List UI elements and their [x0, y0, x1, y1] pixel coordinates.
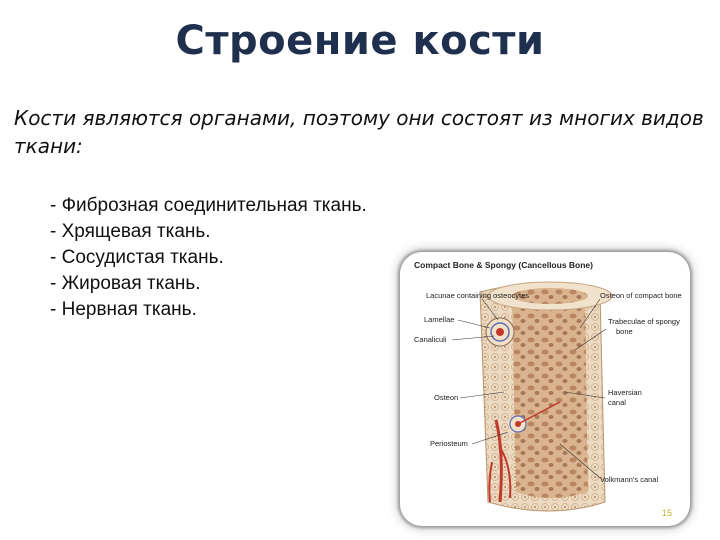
label-osteon-compact: Osteon of compact bone — [600, 291, 682, 300]
label-haversian: Haversian — [608, 388, 642, 397]
label-haversian-2: canal — [608, 398, 626, 407]
label-osteon: Osteon — [434, 393, 459, 402]
list-item: - Хрящевая ткань. — [50, 221, 211, 242]
label-periosteum: Periosteum — [430, 439, 468, 448]
list-item: - Фиброзная соединительная ткань. — [50, 195, 367, 216]
intro-text: Кости являются органами, поэтому они состоят из многих видов ткани: — [14, 106, 704, 158]
label-lamellae: Lamellae — [424, 315, 455, 324]
label-volkmann: Volkmann's canal — [600, 475, 659, 484]
label-trabeculae: Trabeculae of spongy — [608, 317, 680, 326]
slide-title: Строение кости — [175, 18, 545, 64]
bone-body — [480, 282, 612, 511]
bone-structure-figure — [400, 252, 690, 526]
list-item: - Сосудистая ткань. — [50, 247, 224, 268]
figure-title: Compact Bone & Spongy (Cancellous Bone) — [414, 260, 593, 270]
bone-illustration — [400, 252, 690, 526]
list-item: - Жировая ткань. — [50, 273, 201, 294]
label-canaliculi: Canaliculi — [414, 335, 447, 344]
label-lacunae: Lacunae containing osteocytes — [426, 291, 529, 300]
page-number: 15 — [662, 508, 673, 518]
label-trabeculae-2: bone — [616, 327, 633, 336]
list-item: - Нервная ткань. — [50, 299, 197, 320]
